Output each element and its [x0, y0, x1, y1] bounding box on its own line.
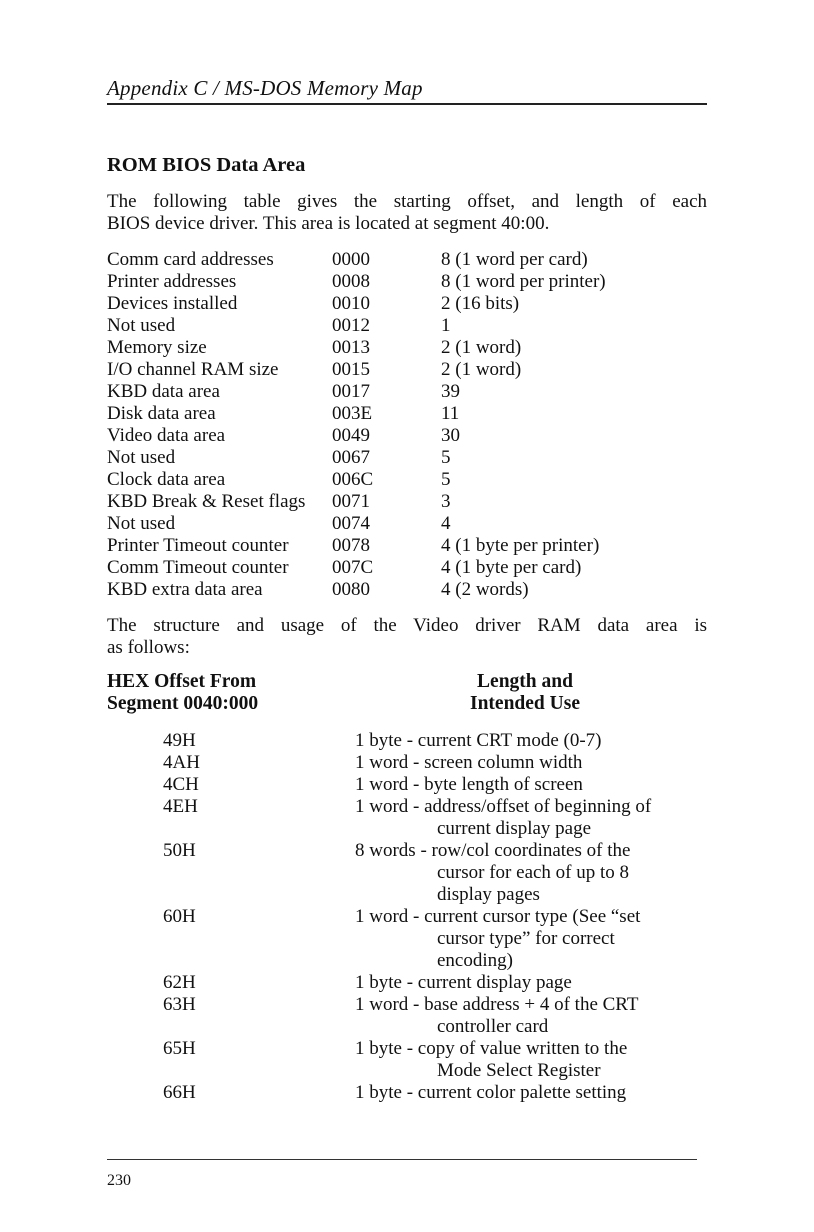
table-row	[107, 752, 707, 774]
usage-description	[355, 1082, 707, 1104]
device-name-cell: KBD extra data area	[107, 579, 263, 600]
usage-description	[355, 796, 707, 840]
column-header-line: Length and	[477, 671, 573, 692]
hex-offset-cell: 60H	[163, 906, 196, 927]
usage-line: 1 word - current cursor type (See “set	[355, 906, 641, 927]
hex-offset-cell: 66H	[163, 1082, 196, 1103]
device-name-cell: Comm Timeout counter	[107, 557, 289, 578]
table-row	[107, 1038, 707, 1082]
usage-line: controller card	[437, 1016, 549, 1037]
video-ram-table	[107, 730, 707, 1104]
hex-offset-cell: 62H	[163, 972, 196, 993]
usage-line: 1 byte - current color palette setting	[355, 1082, 627, 1103]
usage-description	[355, 840, 707, 906]
column-header-line: HEX Offset From	[107, 671, 257, 692]
hex-offset-cell: 63H	[163, 994, 196, 1015]
offset-cell: 0074	[332, 513, 370, 534]
length-cell: 2 (1 word)	[441, 359, 522, 380]
offset-cell: 0008	[332, 271, 370, 292]
section-title: ROM BIOS Data Area	[107, 154, 306, 176]
length-cell: 11	[441, 403, 460, 424]
usage-line: 1 word - screen column width	[355, 752, 583, 773]
hex-offset-cell: 49H	[163, 730, 196, 751]
offset-cell: 0071	[332, 491, 370, 512]
device-name-cell: Not used	[107, 513, 176, 534]
length-cell: 2 (1 word)	[441, 337, 522, 358]
table-row	[107, 774, 707, 796]
length-cell: 4	[441, 513, 451, 534]
table-row	[107, 796, 707, 840]
intro-line: BIOS device driver. This area is located at segment 40:00.	[107, 213, 550, 234]
header-rule	[107, 103, 707, 105]
usage-line: encoding)	[437, 950, 513, 971]
page-number: 230	[107, 1172, 131, 1189]
intro-paragraph	[107, 191, 707, 235]
device-name-cell: I/O channel RAM size	[107, 359, 279, 380]
hex-offset-cell: 4AH	[163, 752, 200, 773]
table-row	[107, 1082, 707, 1104]
device-name-cell: KBD Break & Reset flags	[107, 491, 306, 512]
length-cell: 4 (1 byte per printer)	[441, 535, 600, 556]
hex-offset-cell: 4EH	[163, 796, 198, 817]
device-name-cell: Not used	[107, 447, 176, 468]
usage-line: 1 word - byte length of screen	[355, 774, 583, 795]
table-row	[107, 840, 707, 906]
device-name-cell: Printer addresses	[107, 271, 237, 292]
device-name-cell: Memory size	[107, 337, 207, 358]
offset-cell: 0010	[332, 293, 370, 314]
usage-description	[355, 752, 707, 774]
structure-line: as follows:	[107, 637, 190, 658]
offset-cell: 0015	[332, 359, 370, 380]
usage-line: cursor type” for correct	[437, 928, 615, 949]
length-use-column-header	[440, 671, 610, 715]
device-name-cell: Devices installed	[107, 293, 238, 314]
usage-line: 1 word - address/offset of beginning of	[355, 796, 652, 817]
usage-description	[355, 730, 707, 752]
intro-line: The following table gives the starting offset, and length of each	[107, 191, 707, 212]
length-cell: 5	[441, 469, 451, 490]
offset-cell: 0000	[332, 249, 370, 270]
table-row	[107, 972, 707, 994]
length-cell: 4 (1 byte per card)	[441, 557, 582, 578]
hex-offset-cell: 4CH	[163, 774, 199, 795]
device-name-cell: Disk data area	[107, 403, 216, 424]
offset-cell: 0078	[332, 535, 370, 556]
length-cell: 2 (16 bits)	[441, 293, 520, 314]
usage-line: 1 byte - copy of value written to the	[355, 1038, 628, 1059]
offset-cell: 0067	[332, 447, 370, 468]
usage-line: 1 byte - current display page	[355, 972, 572, 993]
usage-description	[355, 1038, 707, 1082]
usage-description	[355, 994, 707, 1038]
usage-line: cursor for each of up to 8	[437, 862, 630, 883]
usage-line: Mode Select Register	[437, 1060, 601, 1081]
footer-rule	[107, 1159, 697, 1160]
table-row	[107, 906, 707, 972]
hex-offset-cell: 65H	[163, 1038, 196, 1059]
structure-paragraph	[107, 615, 707, 659]
table-row	[107, 730, 707, 752]
usage-description	[355, 774, 707, 796]
hex-offset-cell: 50H	[163, 840, 196, 861]
offset-cell: 003E	[332, 403, 373, 424]
device-name-cell: Comm card addresses	[107, 249, 274, 270]
hex-offset-column-header	[107, 671, 258, 715]
offset-cell: 0049	[332, 425, 370, 446]
length-cell: 8 (1 word per card)	[441, 249, 588, 270]
offset-cell: 006C	[332, 469, 374, 490]
length-cell: 30	[441, 425, 460, 446]
length-cell: 8 (1 word per printer)	[441, 271, 606, 292]
device-name-cell: Not used	[107, 315, 176, 336]
offset-cell: 0017	[332, 381, 370, 402]
device-name-cell: KBD data area	[107, 381, 220, 402]
usage-line: 8 words - row/col coordinates of the	[355, 840, 631, 861]
length-cell: 39	[441, 381, 460, 402]
usage-description	[355, 906, 707, 972]
offset-cell: 0012	[332, 315, 370, 336]
column-header-line: Segment 0040:000	[107, 693, 259, 714]
usage-line: 1 byte - current CRT mode (0-7)	[355, 730, 602, 751]
device-name-cell: Video data area	[107, 425, 226, 446]
running-header: Appendix C / MS-DOS Memory Map	[107, 76, 423, 100]
length-cell: 4 (2 words)	[441, 579, 529, 600]
offset-cell: 007C	[332, 557, 374, 578]
length-cell: 1	[441, 315, 451, 336]
length-cell: 3	[441, 491, 451, 512]
usage-line: 1 word - base address + 4 of the CRT	[355, 994, 639, 1015]
structure-line: The structure and usage of the Video driver RAM data area is	[107, 615, 707, 636]
usage-line: current display page	[437, 818, 592, 839]
device-name-cell: Clock data area	[107, 469, 226, 490]
usage-line: display pages	[437, 884, 540, 905]
device-name-cell: Printer Timeout counter	[107, 535, 289, 556]
column-header-line: Intended Use	[470, 693, 580, 714]
offset-cell: 0013	[332, 337, 370, 358]
offset-cell: 0080	[332, 579, 370, 600]
table-row	[107, 994, 707, 1038]
usage-description	[355, 972, 707, 994]
length-cell: 5	[441, 447, 451, 468]
